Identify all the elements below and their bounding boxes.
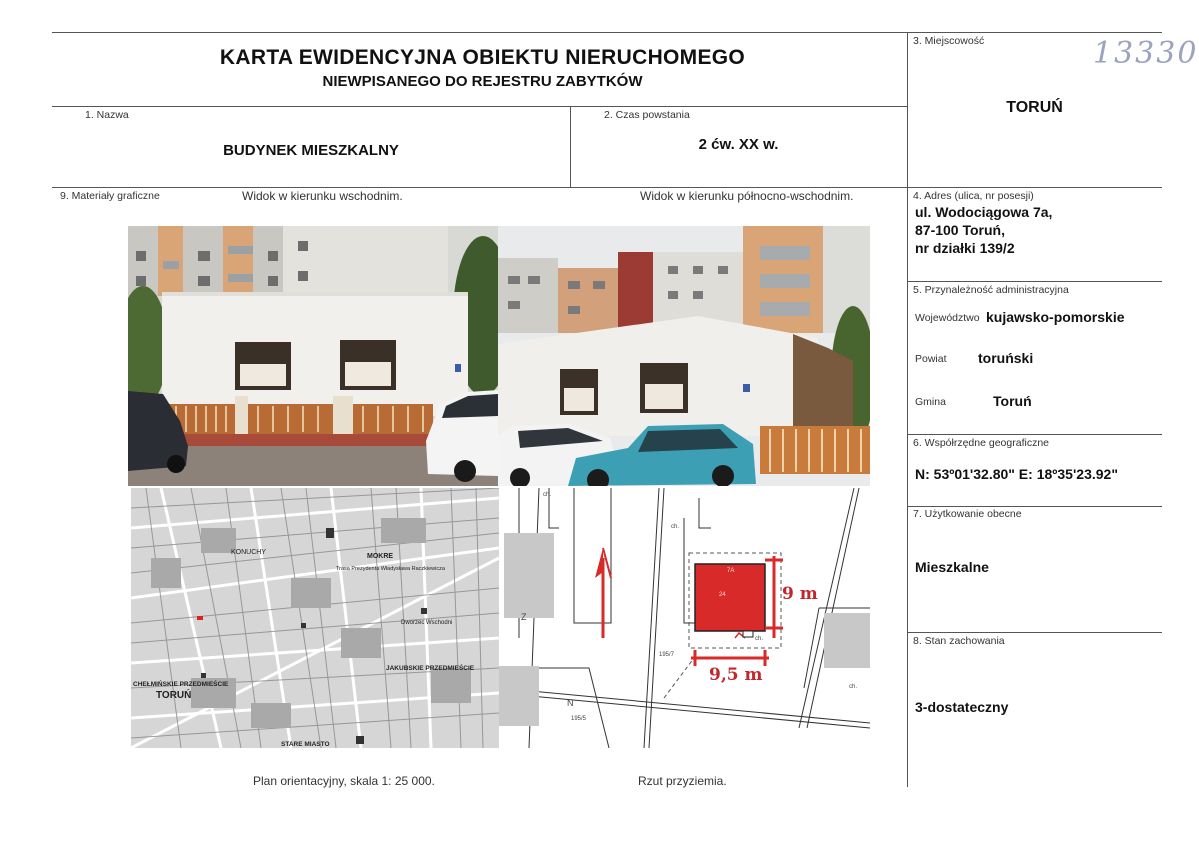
adres-label: 4. Adres (ulica, nr posesji) (913, 190, 1034, 202)
plan-label-7a: 7A (727, 568, 735, 574)
czas-label: 2. Czas powstania (604, 109, 690, 121)
plan-label-ch-2: ch. (671, 524, 680, 530)
wspolrzedne-label: 6. Współrzędne geograficzne (913, 437, 1049, 449)
uzytkowanie-value: Mieszkalne (915, 559, 989, 575)
nazwa-value: BUDYNEK MIESZKALNY (223, 142, 399, 159)
przynaleznosc-label: 5. Przynależność administracyjna (913, 284, 1069, 296)
photo-east-view (128, 226, 498, 486)
map-label-stare-miasto: STARE MIASTO (281, 741, 330, 748)
right-column-divider (907, 32, 908, 787)
rule-5 (907, 281, 1162, 282)
wspolrzedne-value: N: 53º01'32.80" E: 18º35'23.92" (915, 466, 1118, 482)
handwritten-number: 13330 (1093, 36, 1199, 71)
plan-label-z: Z (521, 612, 527, 622)
caption-photo-ne: Widok w kierunku północno-wschodnim. (640, 189, 854, 203)
plan-label-1957: 195/7 (659, 652, 675, 658)
plan-label-ch-4: ch. (849, 684, 858, 690)
uzytkowanie-label: 7. Użytkowanie obecne (913, 508, 1022, 520)
gmina-value: Toruń (993, 393, 1032, 409)
map-label-torun: TORUŃ (156, 690, 192, 701)
rule-6 (907, 434, 1162, 435)
caption-plan: Rzut przyziemia. (638, 774, 727, 788)
nazwa-label: 1. Nazwa (85, 109, 129, 121)
map-label-mokre: MOKRE (367, 553, 394, 560)
adres-line2: 87-100 Toruń, (915, 222, 1005, 238)
ground-floor-plan (499, 488, 870, 748)
plan-label-ch-1: ch. (543, 492, 552, 498)
miejscowosc-label: 3. Miejscowość (913, 35, 985, 47)
stan-label: 8. Stan zachowania (913, 635, 1005, 647)
materialy-label: 9. Materiały graficzne (60, 190, 160, 202)
map-label-dworzec: Dworzec Wschodni (401, 620, 453, 626)
plan-label-ch-3: ch. (755, 636, 764, 642)
powiat-value: toruński (978, 350, 1034, 366)
photo-northeast-view (498, 226, 870, 486)
gmina-label: Gmina (915, 396, 946, 408)
czas-value: 2 ćw. XX w. (698, 136, 779, 153)
wojewodztwo-label: Województwo (915, 312, 980, 324)
map-label-trasa: Trasa Prezydenta Władysława Raczkiewicza (336, 566, 445, 572)
map-label-jakubskie: JAKUBSKIE PRZEDMIEŚCIE (386, 665, 475, 672)
plan-dim-height: 9 m (782, 584, 818, 604)
plan-label-n: N (567, 698, 574, 708)
card-subtitle: NIEWPISANEGO DO REJESTRU ZABYTKÓW (322, 73, 643, 90)
adres-line3: nr działki 139/2 (915, 240, 1015, 256)
rule-7 (907, 506, 1162, 507)
rule-8 (907, 632, 1162, 633)
adres-line1: ul. Wodociągowa 7a, (915, 204, 1053, 220)
caption-map: Plan orientacyjny, skala 1: 25 000. (253, 774, 435, 788)
orientation-map (131, 488, 499, 748)
miejscowosc-value: TORUŃ (1006, 99, 1063, 116)
header-bottom-rule (52, 106, 907, 107)
row1-bottom-rule (52, 187, 1162, 188)
card-title: KARTA EWIDENCYJNA OBIEKTU NIERUCHOMEGO (219, 46, 746, 69)
top-rule (52, 32, 1162, 33)
wojewodztwo-value: kujawsko-pomorskie (986, 309, 1125, 325)
map-label-chelminskie: CHEŁMIŃSKIE PRZEDMIEŚCIE (133, 681, 229, 688)
powiat-label: Powiat (915, 353, 947, 365)
plan-label-24: 24 (719, 592, 726, 598)
plan-label-1955: 195/5 (571, 716, 587, 722)
plan-dim-width: 9,5 m (709, 665, 763, 685)
stan-value: 3-dostateczny (915, 699, 1009, 715)
caption-photo-east: Widok w kierunku wschodnim. (242, 189, 403, 203)
map-label-konuchy: KONUCHY (231, 549, 267, 556)
